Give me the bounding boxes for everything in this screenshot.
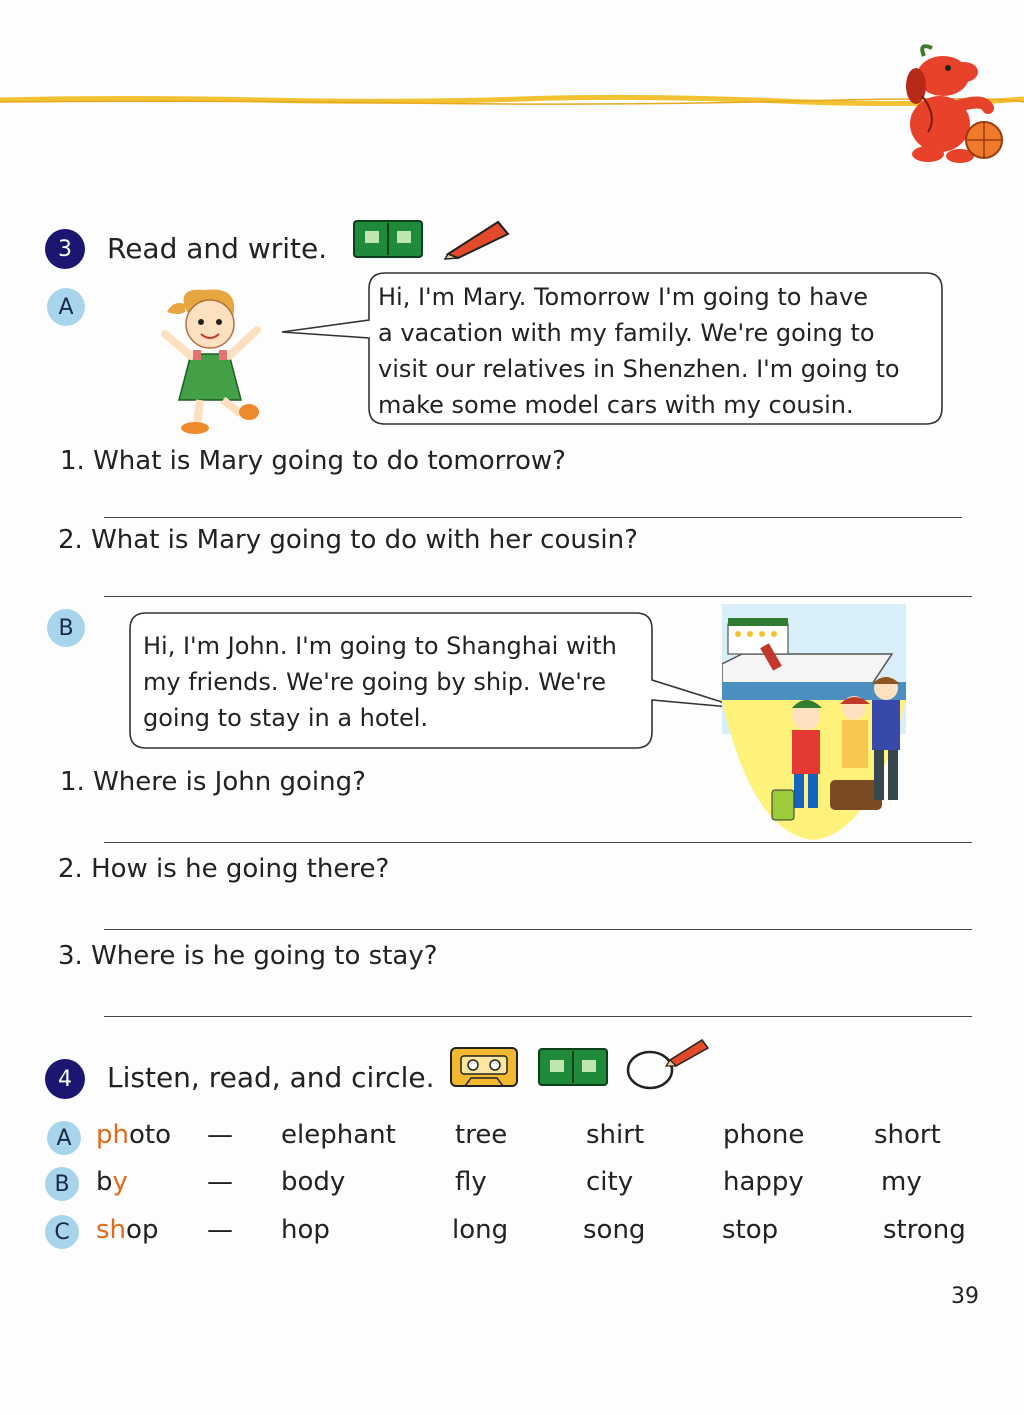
- row-b-word[interactable]: fly: [455, 1167, 487, 1197]
- question-a1: 1. What is Mary going to do tomorrow?: [60, 446, 566, 476]
- row-a-key-word: [96, 1120, 171, 1150]
- part-a-badge: [47, 288, 85, 326]
- row-c-word[interactable]: hop: [281, 1215, 330, 1245]
- row-c-word[interactable]: song: [583, 1215, 646, 1245]
- bubble-a-line: visit our relatives in Shenzhen. I'm going to: [378, 355, 900, 383]
- book-icon: [353, 219, 423, 259]
- row-a-word[interactable]: shirt: [586, 1120, 645, 1150]
- row-a-key-rest: oto: [128, 1120, 171, 1150]
- row-b-key-highlight: y: [112, 1167, 128, 1197]
- row-b-word[interactable]: happy: [723, 1167, 804, 1197]
- bubble-b-text: [143, 628, 617, 736]
- row-a-word[interactable]: tree: [455, 1120, 508, 1150]
- row-c-key-highlight: sh: [96, 1215, 127, 1245]
- section-4-title: Listen, read, and circle.: [107, 1061, 435, 1094]
- answer-line-a2[interactable]: [104, 596, 972, 597]
- row-b-key-word: [96, 1167, 128, 1197]
- answer-line-a1[interactable]: [104, 517, 962, 518]
- row-c-word[interactable]: strong: [883, 1215, 966, 1245]
- bubble-b-line: going to stay in a hotel.: [143, 704, 429, 732]
- row-b-dash: —: [207, 1167, 233, 1197]
- row-a-word[interactable]: elephant: [281, 1120, 396, 1150]
- dog-mascot-image: [888, 36, 1008, 166]
- row-c-key-rest: op: [126, 1215, 159, 1245]
- row-b-key-plain: b: [96, 1167, 113, 1197]
- cassette-icon: [449, 1046, 519, 1088]
- bubble-b-line: my friends. We're going by ship. We're: [143, 668, 606, 696]
- question-b2: 2. How is he going there?: [58, 854, 390, 884]
- row-a-letter: A: [56, 1125, 72, 1151]
- row-c-word[interactable]: stop: [722, 1215, 779, 1245]
- question-b3: 3. Where is he going to stay?: [58, 941, 438, 971]
- pencil-icon: [440, 214, 514, 260]
- row-a-dash: —: [207, 1120, 233, 1150]
- section-3-title: Read and write.: [107, 232, 328, 265]
- question-a2: 2. What is Mary going to do with her cousin?: [58, 525, 638, 555]
- row-b-word[interactable]: my: [881, 1167, 922, 1197]
- question-b1: 1. Where is John going?: [60, 767, 366, 797]
- part-a-letter: A: [58, 294, 74, 320]
- bubble-a-line: a vacation with my family. We're going to: [378, 319, 875, 347]
- row-a-badge: [47, 1121, 81, 1155]
- section-3-badge: [45, 229, 85, 269]
- ship-travelers-illustration: [722, 604, 906, 840]
- bubble-a-text: [378, 279, 900, 423]
- row-b-badge: [45, 1167, 79, 1201]
- row-c-key-word: [96, 1215, 158, 1245]
- row-b-word[interactable]: body: [281, 1167, 346, 1197]
- answer-line-b2[interactable]: [104, 929, 972, 930]
- circle-pencil-icon: [624, 1034, 710, 1092]
- row-c-letter: C: [54, 1219, 70, 1245]
- row-c-word[interactable]: long: [452, 1215, 509, 1245]
- row-c-dash: —: [207, 1215, 233, 1245]
- bubble-a-line: Hi, I'm Mary. Tomorrow I'm going to have: [378, 283, 868, 311]
- bubble-b-line: Hi, I'm John. I'm going to Shanghai with: [143, 632, 617, 660]
- row-a-word[interactable]: phone: [723, 1120, 805, 1150]
- section-3-number: 3: [58, 236, 72, 262]
- answer-line-b1[interactable]: [104, 842, 972, 843]
- answer-line-b3[interactable]: [104, 1016, 972, 1017]
- part-b-badge: [47, 609, 85, 647]
- part-b-letter: B: [58, 615, 74, 641]
- section-4-number: 4: [58, 1066, 72, 1092]
- top-decorative-line: [0, 94, 1024, 106]
- section-4-badge: [45, 1059, 85, 1099]
- page-number: 39: [951, 1284, 979, 1309]
- bubble-a-line: make some model cars with my cousin.: [378, 391, 854, 419]
- row-a-key-highlight: ph: [96, 1120, 129, 1150]
- row-b-word[interactable]: city: [586, 1167, 634, 1197]
- row-c-badge: [45, 1215, 79, 1249]
- girl-mary-illustration: [145, 282, 275, 437]
- book-icon: [538, 1046, 608, 1088]
- row-a-word[interactable]: short: [874, 1120, 941, 1150]
- row-b-letter: B: [54, 1171, 70, 1197]
